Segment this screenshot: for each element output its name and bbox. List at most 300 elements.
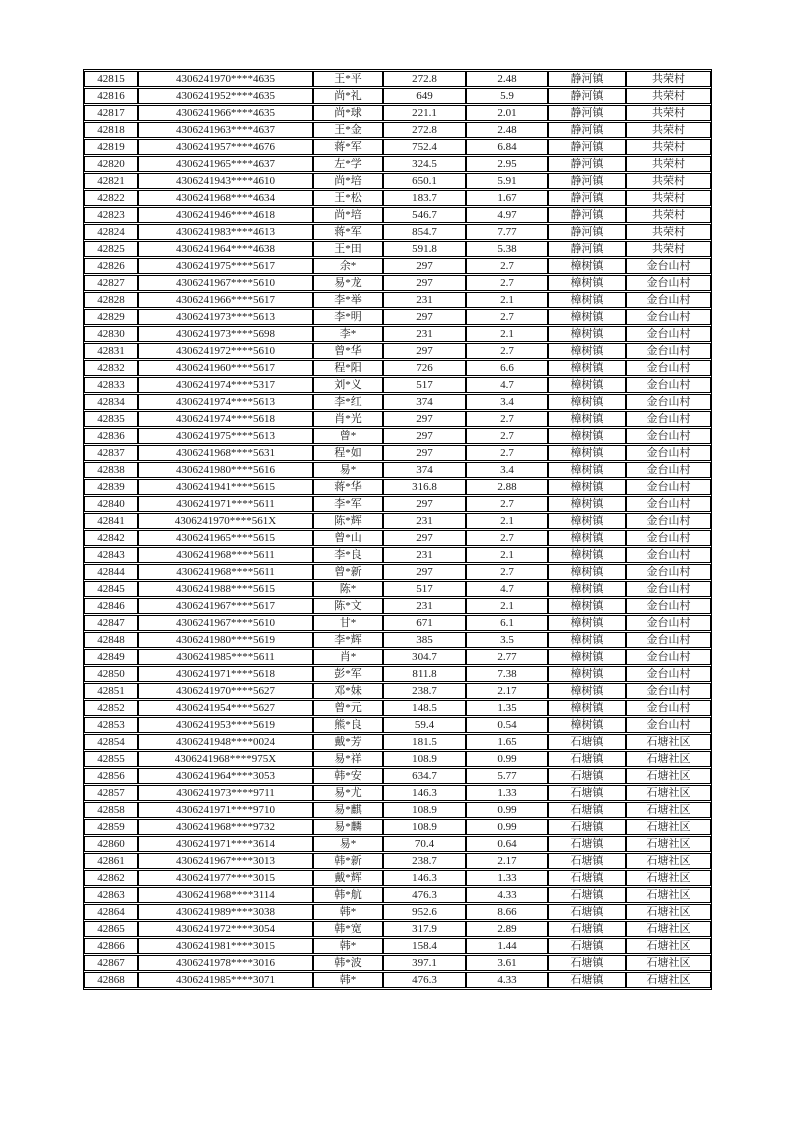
cell-village: 金台山村 xyxy=(626,496,711,512)
cell-seq: 42862 xyxy=(84,870,138,886)
table-row xyxy=(84,394,711,410)
cell-seq: 42828 xyxy=(84,292,138,308)
cell-seq: 42827 xyxy=(84,275,138,291)
cell-village: 共荣村 xyxy=(626,88,711,104)
cell-name_masked: 韩*新 xyxy=(313,853,383,869)
cell-id_masked: 4306241977****3015 xyxy=(138,870,313,886)
cell-amount2: 3.5 xyxy=(466,632,548,648)
cell-id_masked: 4306241970****561X xyxy=(138,513,313,529)
cell-name_masked: 程*如 xyxy=(313,445,383,461)
cell-id_masked: 4306241967****3013 xyxy=(138,853,313,869)
cell-id_masked: 4306241971****5611 xyxy=(138,496,313,512)
cell-town: 石塘镇 xyxy=(548,802,626,818)
cell-amount2: 2.7 xyxy=(466,564,548,580)
cell-amount1: 108.9 xyxy=(383,802,466,818)
table-row xyxy=(84,258,711,274)
cell-name_masked: 王*松 xyxy=(313,190,383,206)
cell-seq: 42864 xyxy=(84,904,138,920)
table-row xyxy=(84,275,711,291)
cell-seq: 42865 xyxy=(84,921,138,937)
cell-town: 樟树镇 xyxy=(548,666,626,682)
cell-amount1: 231 xyxy=(383,326,466,342)
cell-name_masked: 蒋*军 xyxy=(313,139,383,155)
cell-amount1: 238.7 xyxy=(383,853,466,869)
cell-amount1: 59.4 xyxy=(383,717,466,733)
table-row xyxy=(84,955,711,971)
cell-amount2: 2.1 xyxy=(466,326,548,342)
table-row xyxy=(84,462,711,478)
cell-amount1: 304.7 xyxy=(383,649,466,665)
cell-town: 樟树镇 xyxy=(548,275,626,291)
cell-amount2: 1.35 xyxy=(466,700,548,716)
cell-village: 共荣村 xyxy=(626,122,711,138)
cell-seq: 42841 xyxy=(84,513,138,529)
cell-amount1: 316.8 xyxy=(383,479,466,495)
cell-seq: 42842 xyxy=(84,530,138,546)
cell-village: 石塘社区 xyxy=(626,972,711,988)
cell-town: 石塘镇 xyxy=(548,853,626,869)
cell-town: 樟树镇 xyxy=(548,513,626,529)
cell-name_masked: 易* xyxy=(313,836,383,852)
table-row xyxy=(84,853,711,869)
cell-village: 石塘社区 xyxy=(626,836,711,852)
cell-village: 金台山村 xyxy=(626,309,711,325)
cell-name_masked: 韩*安 xyxy=(313,768,383,784)
cell-town: 樟树镇 xyxy=(548,326,626,342)
cell-village: 金台山村 xyxy=(626,530,711,546)
cell-town: 石塘镇 xyxy=(548,751,626,767)
cell-seq: 42858 xyxy=(84,802,138,818)
cell-village: 金台山村 xyxy=(626,275,711,291)
cell-village: 金台山村 xyxy=(626,717,711,733)
cell-village: 石塘社区 xyxy=(626,870,711,886)
cell-village: 金台山村 xyxy=(626,649,711,665)
cell-amount1: 297 xyxy=(383,258,466,274)
cell-amount2: 0.99 xyxy=(466,802,548,818)
cell-name_masked: 韩*宽 xyxy=(313,921,383,937)
cell-name_masked: 甘* xyxy=(313,615,383,631)
cell-amount2: 2.7 xyxy=(466,428,548,444)
table-row xyxy=(84,972,711,988)
cell-village: 共荣村 xyxy=(626,156,711,172)
cell-seq: 42837 xyxy=(84,445,138,461)
cell-village: 石塘社区 xyxy=(626,768,711,784)
table-row xyxy=(84,479,711,495)
cell-amount1: 317.9 xyxy=(383,921,466,937)
table-row xyxy=(84,224,711,240)
cell-village: 石塘社区 xyxy=(626,955,711,971)
cell-town: 樟树镇 xyxy=(548,700,626,716)
cell-id_masked: 4306241952****4635 xyxy=(138,88,313,104)
cell-town: 樟树镇 xyxy=(548,632,626,648)
cell-id_masked: 4306241967****5610 xyxy=(138,615,313,631)
cell-town: 静河镇 xyxy=(548,207,626,223)
table-row xyxy=(84,819,711,835)
cell-amount2: 2.17 xyxy=(466,853,548,869)
cell-seq: 42816 xyxy=(84,88,138,104)
cell-id_masked: 4306241970****4635 xyxy=(138,71,313,87)
cell-name_masked: 韩* xyxy=(313,904,383,920)
table-row xyxy=(84,326,711,342)
cell-amount2: 8.66 xyxy=(466,904,548,920)
cell-seq: 42860 xyxy=(84,836,138,852)
cell-amount2: 2.7 xyxy=(466,343,548,359)
cell-amount2: 2.48 xyxy=(466,71,548,87)
cell-id_masked: 4306241960****5617 xyxy=(138,360,313,376)
cell-village: 金台山村 xyxy=(626,462,711,478)
cell-town: 静河镇 xyxy=(548,122,626,138)
cell-seq: 42834 xyxy=(84,394,138,410)
cell-seq: 42850 xyxy=(84,666,138,682)
cell-id_masked: 4306241963****4637 xyxy=(138,122,313,138)
cell-amount2: 1.44 xyxy=(466,938,548,954)
cell-amount1: 297 xyxy=(383,343,466,359)
cell-amount1: 148.5 xyxy=(383,700,466,716)
cell-name_masked: 王*田 xyxy=(313,241,383,257)
cell-village: 金台山村 xyxy=(626,445,711,461)
cell-amount1: 108.9 xyxy=(383,819,466,835)
table-row xyxy=(84,292,711,308)
cell-amount1: 146.3 xyxy=(383,785,466,801)
cell-id_masked: 4306241974****5317 xyxy=(138,377,313,393)
cell-id_masked: 4306241980****5619 xyxy=(138,632,313,648)
cell-id_masked: 4306241966****5617 xyxy=(138,292,313,308)
table-row xyxy=(84,836,711,852)
cell-id_masked: 4306241985****3071 xyxy=(138,972,313,988)
cell-id_masked: 4306241970****5627 xyxy=(138,683,313,699)
cell-town: 樟树镇 xyxy=(548,462,626,478)
cell-amount2: 0.64 xyxy=(466,836,548,852)
cell-name_masked: 左*学 xyxy=(313,156,383,172)
cell-amount1: 231 xyxy=(383,513,466,529)
cell-amount2: 6.6 xyxy=(466,360,548,376)
cell-village: 石塘社区 xyxy=(626,785,711,801)
cell-id_masked: 4306241978****3016 xyxy=(138,955,313,971)
cell-amount1: 297 xyxy=(383,428,466,444)
cell-amount2: 2.1 xyxy=(466,513,548,529)
cell-amount2: 2.89 xyxy=(466,921,548,937)
cell-id_masked: 4306241948****0024 xyxy=(138,734,313,750)
cell-amount1: 158.4 xyxy=(383,938,466,954)
cell-town: 静河镇 xyxy=(548,190,626,206)
cell-village: 石塘社区 xyxy=(626,802,711,818)
cell-amount1: 476.3 xyxy=(383,887,466,903)
cell-amount1: 183.7 xyxy=(383,190,466,206)
cell-name_masked: 曾*华 xyxy=(313,343,383,359)
cell-seq: 42835 xyxy=(84,411,138,427)
table-row xyxy=(84,156,711,172)
table-row xyxy=(84,904,711,920)
cell-village: 金台山村 xyxy=(626,326,711,342)
cell-village: 共荣村 xyxy=(626,190,711,206)
cell-amount2: 2.7 xyxy=(466,258,548,274)
cell-village: 共荣村 xyxy=(626,207,711,223)
cell-seq: 42848 xyxy=(84,632,138,648)
cell-amount2: 4.33 xyxy=(466,887,548,903)
cell-seq: 42836 xyxy=(84,428,138,444)
cell-village: 共荣村 xyxy=(626,241,711,257)
cell-id_masked: 4306241968****975X xyxy=(138,751,313,767)
cell-id_masked: 4306241974****5618 xyxy=(138,411,313,427)
cell-id_masked: 4306241975****5617 xyxy=(138,258,313,274)
cell-amount2: 4.7 xyxy=(466,581,548,597)
cell-amount2: 1.33 xyxy=(466,785,548,801)
cell-id_masked: 4306241973****9711 xyxy=(138,785,313,801)
cell-amount1: 517 xyxy=(383,377,466,393)
cell-amount1: 811.8 xyxy=(383,666,466,682)
cell-id_masked: 4306241973****5613 xyxy=(138,309,313,325)
cell-town: 樟树镇 xyxy=(548,581,626,597)
table-row xyxy=(84,734,711,750)
cell-name_masked: 李*军 xyxy=(313,496,383,512)
cell-name_masked: 李*举 xyxy=(313,292,383,308)
cell-village: 金台山村 xyxy=(626,547,711,563)
cell-town: 静河镇 xyxy=(548,173,626,189)
cell-name_masked: 韩*航 xyxy=(313,887,383,903)
table-row xyxy=(84,139,711,155)
cell-village: 金台山村 xyxy=(626,428,711,444)
cell-name_masked: 易*麟 xyxy=(313,819,383,835)
cell-seq: 42830 xyxy=(84,326,138,342)
cell-seq: 42825 xyxy=(84,241,138,257)
cell-village: 金台山村 xyxy=(626,632,711,648)
cell-name_masked: 陈* xyxy=(313,581,383,597)
cell-amount1: 397.1 xyxy=(383,955,466,971)
table-row xyxy=(84,309,711,325)
cell-amount1: 146.3 xyxy=(383,870,466,886)
cell-town: 石塘镇 xyxy=(548,836,626,852)
cell-amount2: 2.77 xyxy=(466,649,548,665)
cell-amount2: 2.48 xyxy=(466,122,548,138)
cell-town: 樟树镇 xyxy=(548,530,626,546)
cell-id_masked: 4306241965****5615 xyxy=(138,530,313,546)
cell-amount2: 3.4 xyxy=(466,462,548,478)
cell-town: 石塘镇 xyxy=(548,938,626,954)
cell-town: 静河镇 xyxy=(548,224,626,240)
cell-id_masked: 4306241972****5610 xyxy=(138,343,313,359)
cell-amount2: 5.91 xyxy=(466,173,548,189)
cell-id_masked: 4306241968****5611 xyxy=(138,547,313,563)
cell-village: 金台山村 xyxy=(626,258,711,274)
cell-town: 樟树镇 xyxy=(548,292,626,308)
cell-seq: 42859 xyxy=(84,819,138,835)
cell-amount2: 3.61 xyxy=(466,955,548,971)
cell-id_masked: 4306241981****3015 xyxy=(138,938,313,954)
cell-name_masked: 易*龙 xyxy=(313,275,383,291)
cell-seq: 42840 xyxy=(84,496,138,512)
cell-amount1: 324.5 xyxy=(383,156,466,172)
cell-name_masked: 戴*辉 xyxy=(313,870,383,886)
table-row xyxy=(84,887,711,903)
cell-name_masked: 肖*光 xyxy=(313,411,383,427)
cell-town: 樟树镇 xyxy=(548,309,626,325)
cell-name_masked: 曾*元 xyxy=(313,700,383,716)
cell-amount2: 2.88 xyxy=(466,479,548,495)
cell-id_masked: 4306241989****3038 xyxy=(138,904,313,920)
cell-town: 樟树镇 xyxy=(548,649,626,665)
cell-town: 樟树镇 xyxy=(548,445,626,461)
cell-seq: 42815 xyxy=(84,71,138,87)
cell-seq: 42843 xyxy=(84,547,138,563)
cell-name_masked: 尚*培 xyxy=(313,207,383,223)
cell-seq: 42851 xyxy=(84,683,138,699)
cell-seq: 42833 xyxy=(84,377,138,393)
cell-id_masked: 4306241954****5627 xyxy=(138,700,313,716)
cell-amount1: 726 xyxy=(383,360,466,376)
cell-town: 静河镇 xyxy=(548,71,626,87)
cell-amount1: 385 xyxy=(383,632,466,648)
cell-name_masked: 余* xyxy=(313,258,383,274)
table-row xyxy=(84,428,711,444)
table-row xyxy=(84,581,711,597)
cell-name_masked: 李*良 xyxy=(313,547,383,563)
table-row xyxy=(84,88,711,104)
table-row xyxy=(84,870,711,886)
cell-town: 静河镇 xyxy=(548,88,626,104)
cell-village: 金台山村 xyxy=(626,377,711,393)
table-row xyxy=(84,377,711,393)
cell-id_masked: 4306241971****9710 xyxy=(138,802,313,818)
cell-seq: 42861 xyxy=(84,853,138,869)
cell-seq: 42838 xyxy=(84,462,138,478)
cell-id_masked: 4306241967****5617 xyxy=(138,598,313,614)
cell-id_masked: 4306241946****4618 xyxy=(138,207,313,223)
cell-town: 樟树镇 xyxy=(548,258,626,274)
cell-village: 金台山村 xyxy=(626,683,711,699)
cell-seq: 42826 xyxy=(84,258,138,274)
cell-town: 樟树镇 xyxy=(548,377,626,393)
cell-seq: 42853 xyxy=(84,717,138,733)
cell-town: 樟树镇 xyxy=(548,360,626,376)
cell-amount2: 5.77 xyxy=(466,768,548,784)
table-row xyxy=(84,71,711,87)
cell-village: 金台山村 xyxy=(626,666,711,682)
cell-id_masked: 4306241968****5611 xyxy=(138,564,313,580)
table-row xyxy=(84,360,711,376)
cell-name_masked: 李*明 xyxy=(313,309,383,325)
cell-name_masked: 李* xyxy=(313,326,383,342)
cell-amount2: 6.1 xyxy=(466,615,548,631)
cell-village: 金台山村 xyxy=(626,615,711,631)
cell-seq: 42854 xyxy=(84,734,138,750)
cell-seq: 42820 xyxy=(84,156,138,172)
cell-town: 樟树镇 xyxy=(548,717,626,733)
cell-name_masked: 邓*妹 xyxy=(313,683,383,699)
cell-village: 金台山村 xyxy=(626,411,711,427)
cell-town: 石塘镇 xyxy=(548,887,626,903)
cell-id_masked: 4306241972****3054 xyxy=(138,921,313,937)
cell-town: 石塘镇 xyxy=(548,768,626,784)
cell-amount2: 2.1 xyxy=(466,598,548,614)
table-row xyxy=(84,241,711,257)
cell-id_masked: 4306241983****4613 xyxy=(138,224,313,240)
cell-amount1: 952.6 xyxy=(383,904,466,920)
cell-seq: 42818 xyxy=(84,122,138,138)
cell-name_masked: 蒋*军 xyxy=(313,224,383,240)
table-row xyxy=(84,938,711,954)
cell-town: 樟树镇 xyxy=(548,683,626,699)
cell-amount1: 374 xyxy=(383,394,466,410)
cell-village: 金台山村 xyxy=(626,513,711,529)
cell-seq: 42866 xyxy=(84,938,138,954)
cell-name_masked: 陈*文 xyxy=(313,598,383,614)
cell-amount2: 4.7 xyxy=(466,377,548,393)
cell-amount1: 231 xyxy=(383,547,466,563)
cell-id_masked: 4306241967****5610 xyxy=(138,275,313,291)
table-row xyxy=(84,173,711,189)
cell-seq: 42855 xyxy=(84,751,138,767)
cell-amount2: 0.54 xyxy=(466,717,548,733)
cell-name_masked: 李*辉 xyxy=(313,632,383,648)
cell-amount1: 231 xyxy=(383,292,466,308)
cell-amount1: 671 xyxy=(383,615,466,631)
cell-name_masked: 尚*培 xyxy=(313,173,383,189)
cell-town: 石塘镇 xyxy=(548,870,626,886)
cell-village: 金台山村 xyxy=(626,394,711,410)
table-row xyxy=(84,564,711,580)
cell-seq: 42868 xyxy=(84,972,138,988)
cell-amount2: 4.97 xyxy=(466,207,548,223)
cell-amount1: 649 xyxy=(383,88,466,104)
cell-id_masked: 4306241964****3053 xyxy=(138,768,313,784)
cell-amount1: 752.4 xyxy=(383,139,466,155)
cell-id_masked: 4306241968****4634 xyxy=(138,190,313,206)
table-row xyxy=(84,666,711,682)
cell-amount2: 2.7 xyxy=(466,309,548,325)
cell-amount2: 5.38 xyxy=(466,241,548,257)
cell-amount2: 2.7 xyxy=(466,411,548,427)
cell-seq: 42824 xyxy=(84,224,138,240)
cell-id_masked: 4306241975****5613 xyxy=(138,428,313,444)
cell-amount1: 517 xyxy=(383,581,466,597)
cell-amount1: 70.4 xyxy=(383,836,466,852)
cell-id_masked: 4306241966****4635 xyxy=(138,105,313,121)
table-row xyxy=(84,445,711,461)
cell-village: 石塘社区 xyxy=(626,819,711,835)
cell-village: 石塘社区 xyxy=(626,921,711,937)
cell-town: 石塘镇 xyxy=(548,972,626,988)
table-row xyxy=(84,700,711,716)
cell-seq: 42819 xyxy=(84,139,138,155)
cell-amount1: 476.3 xyxy=(383,972,466,988)
cell-amount2: 1.67 xyxy=(466,190,548,206)
table-row xyxy=(84,649,711,665)
cell-amount2: 3.4 xyxy=(466,394,548,410)
cell-name_masked: 李*红 xyxy=(313,394,383,410)
table-row xyxy=(84,768,711,784)
cell-village: 共荣村 xyxy=(626,105,711,121)
cell-amount1: 546.7 xyxy=(383,207,466,223)
table-row xyxy=(84,785,711,801)
table-row xyxy=(84,122,711,138)
cell-id_masked: 4306241973****5698 xyxy=(138,326,313,342)
cell-id_masked: 4306241980****5616 xyxy=(138,462,313,478)
table-row xyxy=(84,513,711,529)
cell-village: 金台山村 xyxy=(626,598,711,614)
cell-town: 樟树镇 xyxy=(548,411,626,427)
table-row xyxy=(84,632,711,648)
table-row xyxy=(84,411,711,427)
cell-village: 金台山村 xyxy=(626,360,711,376)
table-row xyxy=(84,598,711,614)
table-row xyxy=(84,496,711,512)
cell-name_masked: 易* xyxy=(313,462,383,478)
cell-town: 樟树镇 xyxy=(548,547,626,563)
cell-name_masked: 彭*军 xyxy=(313,666,383,682)
cell-amount1: 854.7 xyxy=(383,224,466,240)
cell-amount2: 1.33 xyxy=(466,870,548,886)
cell-amount1: 297 xyxy=(383,564,466,580)
